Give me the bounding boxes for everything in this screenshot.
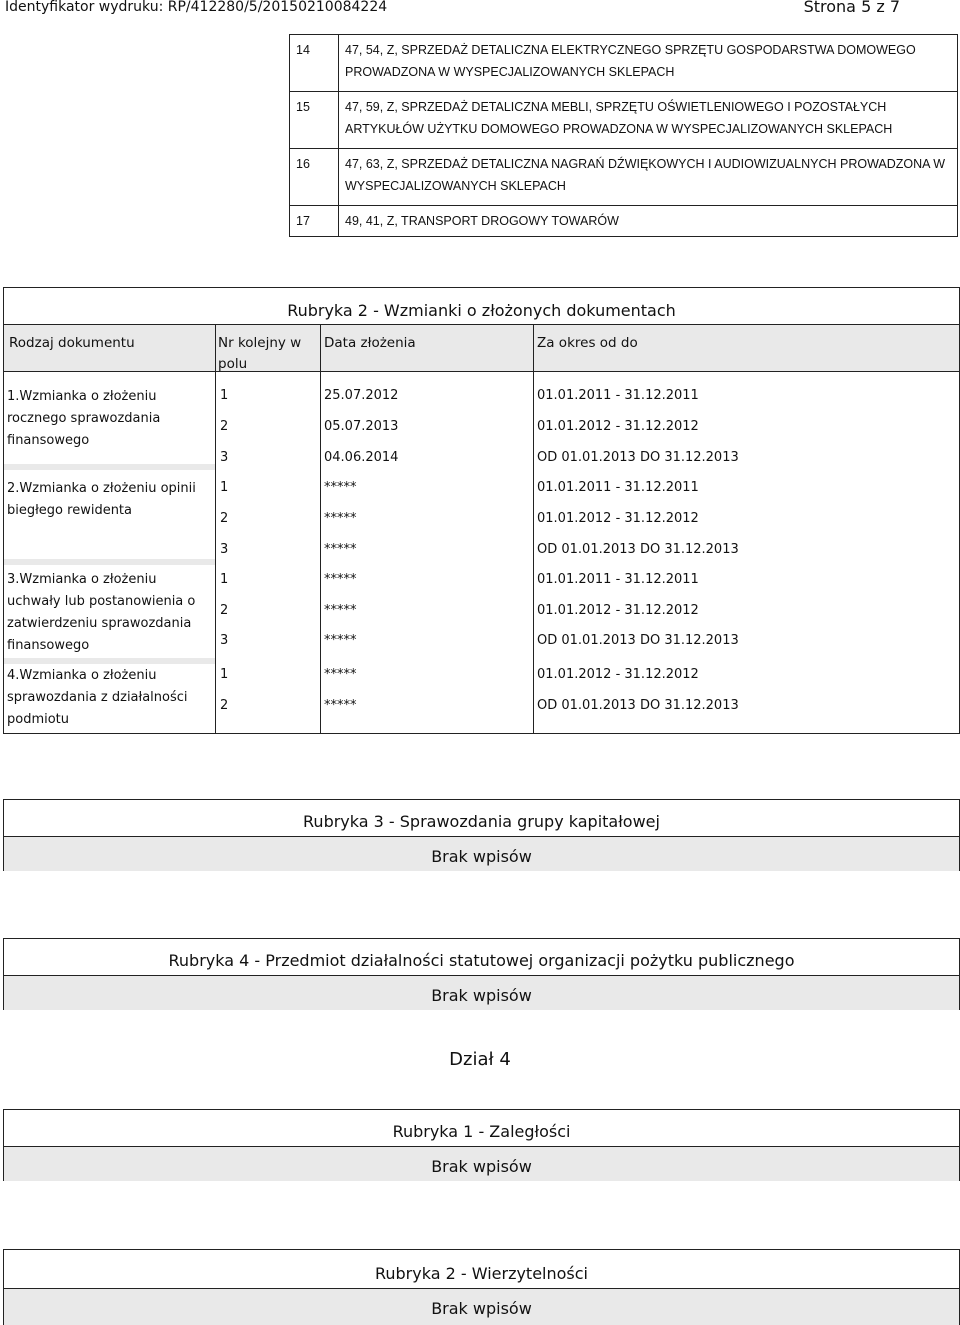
row-number: 3 bbox=[220, 450, 229, 465]
group-reports-section bbox=[3, 799, 960, 871]
print-identifier: Identyfikator wydruku: RP/412280/5/20150210084224 bbox=[5, 0, 388, 15]
filing-date: ***** bbox=[324, 667, 357, 682]
division-title: Dział 4 bbox=[449, 1049, 511, 1070]
period: 01.01.2012 - 31.12.2012 bbox=[537, 511, 699, 526]
empty-value: Brak wpisów bbox=[431, 1157, 532, 1176]
table-header bbox=[4, 324, 959, 372]
period: 01.01.2012 - 31.12.2012 bbox=[537, 603, 699, 618]
section-title: Rubryka 2 - Wzmianki o złożonych dokumentach bbox=[287, 301, 676, 320]
pkd-description: 49, 41, Z, TRANSPORT DROGOWY TOWARÓW bbox=[339, 206, 958, 237]
section-body bbox=[4, 836, 959, 871]
separator-bar bbox=[4, 559, 215, 565]
section-body bbox=[4, 1288, 959, 1325]
column-header-date: Data złożenia bbox=[324, 335, 416, 351]
filing-date: ***** bbox=[324, 542, 357, 557]
filing-date: ***** bbox=[324, 633, 357, 648]
period: 01.01.2011 - 31.12.2011 bbox=[537, 480, 699, 495]
section-title: Rubryka 2 - Wierzytelności bbox=[374, 1264, 588, 1283]
document-type-label: 4.Wzmianka o złożeniu sprawozdania z działalności podmiotu bbox=[7, 668, 188, 727]
separator-bar bbox=[4, 464, 215, 470]
table-row bbox=[290, 206, 958, 237]
filing-date: 04.06.2014 bbox=[324, 450, 399, 465]
period: OD 01.01.2013 DO 31.12.2013 bbox=[537, 698, 739, 713]
empty-value: Brak wpisów bbox=[431, 986, 532, 1005]
pkd-table bbox=[289, 34, 958, 237]
table-row bbox=[290, 149, 958, 206]
column-header-nr: Nr kolejny w polu bbox=[218, 335, 302, 372]
filing-date: ***** bbox=[324, 603, 357, 618]
document-type-label: 2.Wzmianka o złożeniu opinii biegłego rewidenta bbox=[7, 481, 196, 518]
pkd-description: 47, 59, Z, SPRZEDAŻ DETALICZNA MEBLI, SPRZĘTU OŚWIETLENIOWEGO I POZOSTAŁYCH ARTYKUŁÓW UŻYTKU DOMOWEGO PROWADZONA W WYSPECJALIZOWANYCH SKLEPACH bbox=[339, 92, 958, 149]
filing-date: ***** bbox=[324, 572, 357, 587]
document-type-label: 1.Wzmianka o złożeniu rocznego sprawozdania finansowego bbox=[7, 389, 161, 448]
section-title: Rubryka 1 - Zaległości bbox=[392, 1122, 571, 1141]
period: 01.01.2012 - 31.12.2012 bbox=[537, 419, 699, 434]
statutory-activity-section bbox=[3, 938, 960, 1010]
table-row bbox=[290, 35, 958, 92]
pkd-number: 16 bbox=[290, 149, 339, 206]
pkd-number: 15 bbox=[290, 92, 339, 149]
filing-date: ***** bbox=[324, 698, 357, 713]
period: 01.01.2011 - 31.12.2011 bbox=[537, 388, 699, 403]
column-header-doc-type: Rodzaj dokumentu bbox=[9, 335, 135, 351]
section-title: Rubryka 4 - Przedmiot działalności statutowej organizacji pożytku publicznego bbox=[168, 951, 795, 970]
section-body bbox=[4, 1146, 959, 1181]
row-number: 2 bbox=[220, 419, 229, 434]
filing-date: ***** bbox=[324, 480, 357, 495]
period: OD 01.01.2013 DO 31.12.2013 bbox=[537, 450, 739, 465]
row-number: 3 bbox=[220, 542, 229, 557]
document-type-label: 3.Wzmianka o złożeniu uchwały lub postanowienia o zatwierdzeniu sprawozdania finansowego bbox=[7, 572, 196, 653]
documents-section bbox=[3, 287, 960, 734]
pkd-description: 47, 63, Z, SPRZEDAŻ DETALICZNA NAGRAŃ DŹWIĘKOWYCH I AUDIOWIZUALNYCH PROWADZONA W WYSPECJALIZOWANYCH SKLEPACH bbox=[339, 149, 958, 206]
empty-value: Brak wpisów bbox=[431, 847, 532, 866]
column-divider bbox=[320, 324, 321, 733]
row-number: 1 bbox=[220, 388, 229, 403]
page-number: Strona 5 z 7 bbox=[803, 0, 900, 16]
row-number: 1 bbox=[220, 572, 229, 587]
pkd-description: 47, 54, Z, SPRZEDAŻ DETALICZNA ELEKTRYCZNEGO SPRZĘTU GOSPODARSTWA DOMOWEGO PROWADZONA W WYSPECJALIZOWANYCH SKLEPACH bbox=[339, 35, 958, 92]
table-row bbox=[290, 92, 958, 149]
pkd-number: 17 bbox=[290, 206, 339, 237]
row-number: 1 bbox=[220, 667, 229, 682]
receivables-section bbox=[3, 1249, 960, 1325]
row-number: 2 bbox=[220, 511, 229, 526]
column-header-period: Za okres od do bbox=[537, 335, 638, 351]
column-divider bbox=[215, 324, 216, 733]
filing-date: 25.07.2012 bbox=[324, 388, 399, 403]
row-number: 3 bbox=[220, 633, 229, 648]
separator-bar bbox=[4, 658, 215, 664]
period: 01.01.2012 - 31.12.2012 bbox=[537, 667, 699, 682]
pkd-number: 14 bbox=[290, 35, 339, 92]
row-number: 2 bbox=[220, 698, 229, 713]
section-body bbox=[4, 975, 959, 1010]
column-divider bbox=[533, 324, 534, 733]
empty-value: Brak wpisów bbox=[431, 1299, 532, 1318]
filing-date: ***** bbox=[324, 511, 357, 526]
row-number: 1 bbox=[220, 480, 229, 495]
filing-date: 05.07.2013 bbox=[324, 419, 399, 434]
arrears-section bbox=[3, 1109, 960, 1181]
period: 01.01.2011 - 31.12.2011 bbox=[537, 572, 699, 587]
period: OD 01.01.2013 DO 31.12.2013 bbox=[537, 542, 739, 557]
row-number: 2 bbox=[220, 603, 229, 618]
period: OD 01.01.2013 DO 31.12.2013 bbox=[537, 633, 739, 648]
section-title: Rubryka 3 - Sprawozdania grupy kapitałowej bbox=[303, 812, 660, 831]
